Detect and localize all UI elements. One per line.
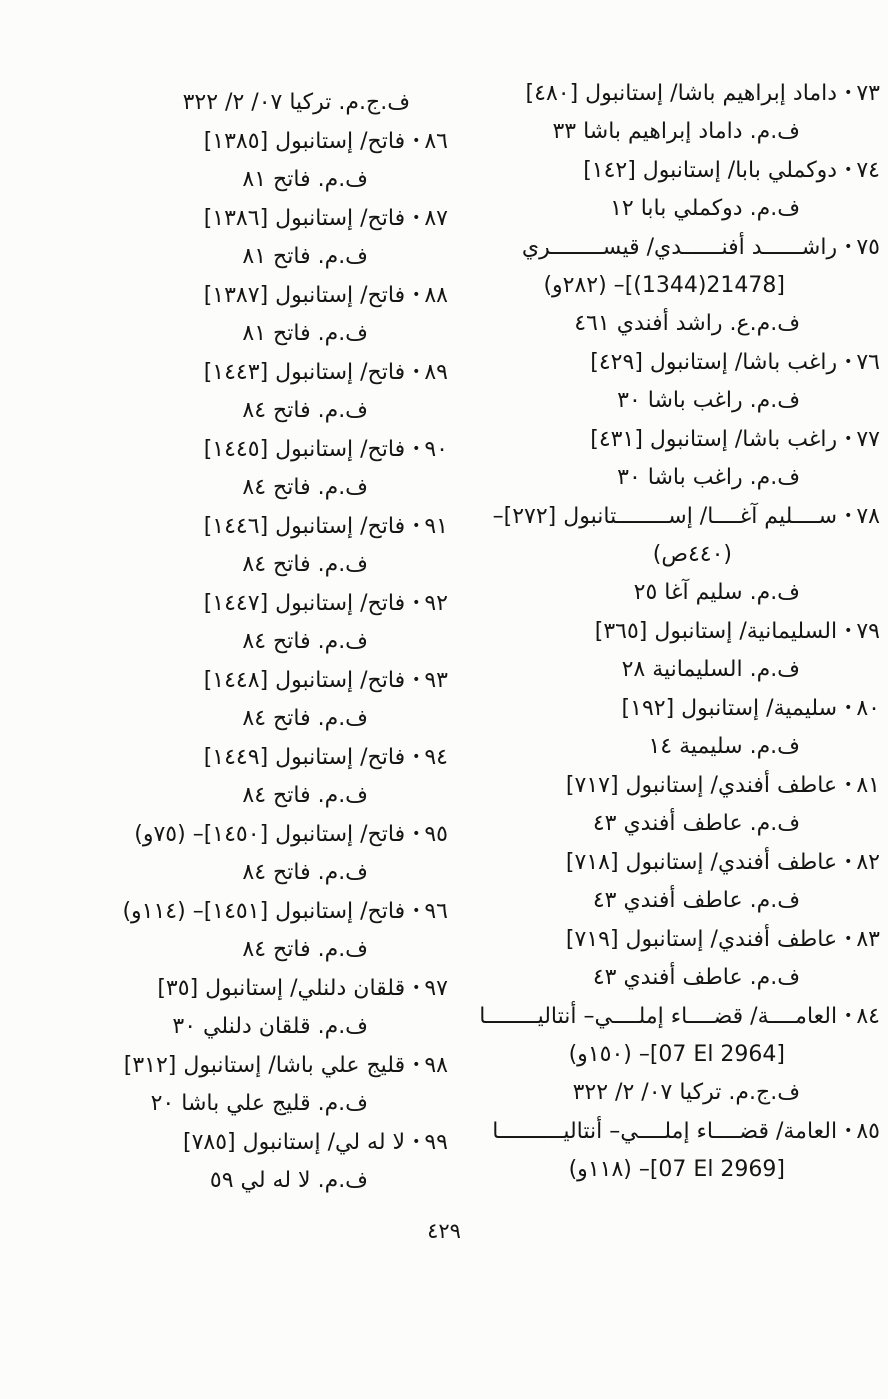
bullet-icon: • [844, 431, 853, 447]
catalog-entry [442, 343, 880, 420]
entry-reference-folios: – (١١٨و) [568, 1157, 650, 1182]
entry-number: ٩٩ [424, 1130, 448, 1155]
entry-number: ٨١ [856, 773, 880, 798]
entry-shelfmark: ف.م. فاتح ٨٤ [242, 860, 368, 885]
entry-title-line [442, 1112, 880, 1151]
entry-number: ٩٠ [424, 437, 448, 462]
entry-title-line [24, 584, 448, 623]
carryover-shelfmark: ف.ج.م. تركيا ٠٧/ ٢/ ٣٢٢ [182, 90, 410, 115]
bullet-icon: • [412, 441, 421, 457]
entry-shelfmark: ف.م. فاتح ٨١ [242, 321, 368, 346]
entry-title-line [442, 151, 880, 190]
entry-number: ٨٨ [424, 283, 448, 308]
entry-number: ٩٧ [424, 976, 448, 1001]
entry-title: فاتح/ إستانبول [١٤٤٧] [203, 591, 406, 616]
entry-number: ٨٦ [424, 129, 448, 154]
entry-title: فاتح/ إستانبول [١٤٤٣] [203, 360, 406, 385]
entry-title-line [24, 969, 448, 1008]
bullet-icon: • [844, 777, 853, 793]
entry-title: راغب باشا/ إستانبول [٤٣١] [590, 427, 838, 452]
entry-number: ٧٨ [856, 504, 880, 529]
catalog-entry [24, 353, 448, 430]
entry-shelfmark: ف.م. راغب باشا ٣٠ [617, 388, 800, 413]
entry-number: ٩١ [424, 514, 448, 539]
entry-reference-line [442, 1036, 880, 1074]
entry-number: ٩٢ [424, 591, 448, 616]
entry-shelfmark: ف.م. دوكملي بابا ١٢ [610, 196, 800, 221]
entry-shelfmark: ف.م. فاتح ٨٤ [242, 937, 368, 962]
bullet-icon: • [412, 903, 421, 919]
entry-title-line [24, 430, 448, 469]
entry-number: ٨٣ [856, 927, 880, 952]
entry-shelfmark: ف.م. فاتح ٨٤ [242, 398, 368, 423]
entry-title: فاتح/ إستانبول [١٤٥٠]– (٧٥و) [134, 822, 406, 847]
catalog-entry [24, 122, 448, 199]
bullet-icon: • [412, 133, 421, 149]
catalog-entry [24, 199, 448, 276]
entry-title-line [442, 689, 880, 728]
entry-title: سليمية/ إستانبول [١٩٢] [621, 696, 838, 721]
column-right [442, 74, 880, 1189]
entry-title: ســــليم آغــــا/ إســــــــتانبول [٢٧٢]– [492, 504, 838, 529]
bullet-icon: • [412, 595, 421, 611]
bullet-icon: • [412, 364, 421, 380]
catalog-entry [442, 151, 880, 228]
catalog-entry [24, 1123, 448, 1200]
bullet-icon: • [412, 210, 421, 226]
entry-title-line [442, 343, 880, 382]
entry-shelfmark: ف.م. عاطف أفندي ٤٣ [592, 888, 800, 913]
entry-shelfmark: ف.م. فاتح ٨٤ [242, 706, 368, 731]
entry-title: لا له لي/ إستانبول [٧٨٥] [182, 1130, 406, 1155]
entry-shelfmark: ف.ج.م. تركيا ٠٧/ ٢/ ٣٢٢ [572, 1080, 800, 1105]
entry-reference-folios: – (٢٨٢و) [543, 273, 625, 298]
entry-number: ٨٠ [856, 696, 880, 721]
entry-shelfmark: ف.م. عاطف أفندي ٤٣ [592, 965, 800, 990]
entry-title-line [24, 892, 448, 931]
entry-number: ٨٢ [856, 850, 880, 875]
entry-title: فاتح/ إستانبول [١٣٨٧] [203, 283, 406, 308]
catalog-entry [24, 738, 448, 815]
entry-number: ٩٣ [424, 668, 448, 693]
entry-title: فاتح/ إستانبول [١٤٤٨] [203, 668, 406, 693]
entry-title-line [442, 766, 880, 805]
entry-number: ٩٨ [424, 1053, 448, 1078]
entry-reference-latin: [07 El 2969] [649, 1157, 785, 1182]
entry-title-line [442, 228, 880, 267]
entry-shelfmark: ف.م. السليمانية ٢٨ [621, 657, 800, 682]
entry-title-line [24, 738, 448, 777]
entry-title: قلقان دلنلي/ إستانبول [٣٥] [157, 976, 406, 1001]
bullet-icon: • [844, 508, 853, 524]
catalog-entry [442, 420, 880, 497]
catalog-entry [24, 276, 448, 353]
catalog-entry [24, 892, 448, 969]
page-number: ٤٢٩ [427, 1219, 461, 1243]
bullet-icon: • [412, 826, 421, 842]
catalog-entry [24, 969, 448, 1046]
entry-number: ٩٤ [424, 745, 448, 770]
bullet-icon: • [844, 1008, 853, 1024]
entry-shelfmark: ف.م. فاتح ٨٤ [242, 552, 368, 577]
entry-title: فاتح/ إستانبول [١٤٤٩] [203, 745, 406, 770]
entry-reference-latin: [07 El 2964] [649, 1042, 785, 1067]
entry-shelfmark: ف.م. قليج علي باشا ٢٠ [150, 1091, 368, 1116]
entry-pagecount-note: (٤٤٠ص) [652, 542, 732, 567]
entry-number: ٧٤ [856, 158, 880, 183]
bullet-icon: • [844, 623, 853, 639]
entry-title-line [24, 1123, 448, 1162]
catalog-entry [24, 661, 448, 738]
entry-title-line [442, 920, 880, 959]
entry-title-line [442, 997, 880, 1036]
catalog-entry [442, 1112, 880, 1189]
entry-number: ٧٩ [856, 619, 880, 644]
bullet-icon: • [412, 287, 421, 303]
bullet-icon: • [844, 1123, 853, 1139]
bullet-icon: • [844, 931, 853, 947]
entry-number: ٨٤ [856, 1004, 880, 1029]
entry-title: عاطف أفندي/ إستانبول [٧١٨] [565, 850, 838, 875]
entry-number: ٧٧ [856, 427, 880, 452]
entry-shelfmark: ف.م. فاتح ٨٤ [242, 783, 368, 808]
entry-title: فاتح/ إستانبول [١٤٤٦] [203, 514, 406, 539]
catalog-entry [442, 997, 880, 1112]
entry-number: ٧٥ [856, 235, 880, 260]
entry-shelfmark: ف.م. قلقان دلنلي ٣٠ [172, 1014, 368, 1039]
entry-reference-folios: – (١٥٠و) [568, 1042, 650, 1067]
catalog-entry [442, 74, 880, 151]
entry-title: العامــــة/ قضــــاء إملــــي– أنتاليــــــــا [479, 1004, 838, 1029]
entry-number: ٨٩ [424, 360, 448, 385]
bullet-icon: • [412, 749, 421, 765]
entry-number: ٧٦ [856, 350, 880, 375]
entry-title: دوكملي بابا/ إستانبول [١٤٢] [583, 158, 838, 183]
entry-number: ٩٥ [424, 822, 448, 847]
entry-reference-latin: [(1344)21478] [624, 273, 785, 298]
catalog-entry [442, 689, 880, 766]
bullet-icon: • [844, 354, 853, 370]
catalog-entry [442, 843, 880, 920]
bullet-icon: • [412, 1057, 421, 1073]
catalog-entry [442, 497, 880, 612]
entry-title-line [442, 843, 880, 882]
entry-shelfmark: ف.م. سليمية ١٤ [648, 734, 800, 759]
entry-reference-line [442, 1151, 880, 1189]
entry-title: فاتح/ إستانبول [١٣٨٥] [203, 129, 406, 154]
entry-number: ٨٥ [856, 1119, 880, 1144]
entry-shelfmark: ف.م. داماد إبراهيم باشا ٣٣ [552, 119, 800, 144]
entry-shelfmark: ف.م. سليم آغا ٢٥ [633, 580, 800, 605]
entry-number: ٨٧ [424, 206, 448, 231]
catalog-entry [24, 430, 448, 507]
entry-shelfmark: ف.م. لا له لي ٥٩ [209, 1168, 368, 1193]
bullet-icon: • [844, 162, 853, 178]
entry-title-line [24, 276, 448, 315]
entry-title-line [442, 612, 880, 651]
bullet-icon: • [844, 239, 853, 255]
bullet-icon: • [844, 85, 853, 101]
entry-title: عاطف أفندي/ إستانبول [٧١٩] [565, 927, 838, 952]
entry-shelfmark: ف.م. فاتح ٨١ [242, 244, 368, 269]
entry-title-line [24, 1046, 448, 1085]
entry-title: فاتح/ إستانبول [١٣٨٦] [203, 206, 406, 231]
bullet-icon: • [412, 980, 421, 996]
catalog-entry [24, 507, 448, 584]
entry-title: راشــــــد أفنــــــدي/ قيســــــــري [521, 235, 838, 260]
entry-shelfmark: ف.م. فاتح ٨١ [242, 167, 368, 192]
entry-title-line [24, 353, 448, 392]
entry-title: راغب باشا/ إستانبول [٤٢٩] [590, 350, 838, 375]
catalog-entry [442, 920, 880, 997]
entry-title-line [24, 199, 448, 238]
entry-reference-line [442, 267, 880, 305]
entry-title-line [24, 815, 448, 854]
entry-title: عاطف أفندي/ إستانبول [٧١٧] [565, 773, 838, 798]
catalog-entry [442, 228, 880, 343]
entry-shelfmark: ف.م. فاتح ٨٤ [242, 475, 368, 500]
entry-title: فاتح/ إستانبول [١٤٥١]– (١١٤و) [122, 899, 406, 924]
entry-title: العامة/ قضــــاء إملــــي– أنتاليــــــــــا [492, 1119, 838, 1144]
entry-title-line [24, 661, 448, 700]
entry-title-line [442, 74, 880, 113]
bullet-icon: • [844, 700, 853, 716]
entry-shelfmark: ف.م. عاطف أفندي ٤٣ [592, 811, 800, 836]
entry-title-line [442, 420, 880, 459]
catalog-entry [442, 766, 880, 843]
entry-shelfmark: ف.م. راغب باشا ٣٠ [617, 465, 800, 490]
entry-shelfmark: ف.م.ع. راشد أفندي ٤٦١ [574, 311, 800, 336]
column-left [24, 84, 448, 1200]
catalog-entry [24, 584, 448, 661]
bullet-icon: • [844, 854, 853, 870]
catalog-entry [24, 815, 448, 892]
entry-title: فاتح/ إستانبول [١٤٤٥] [203, 437, 406, 462]
bullet-icon: • [412, 672, 421, 688]
catalog-entry [24, 1046, 448, 1123]
entry-number: ٧٣ [856, 81, 880, 106]
entry-title: السليمانية/ إستانبول [٣٦٥] [594, 619, 838, 644]
bullet-icon: • [412, 1134, 421, 1150]
bullet-icon: • [412, 518, 421, 534]
entry-title-line [24, 122, 448, 161]
entry-title: داماد إبراهيم باشا/ إستانبول [٤٨٠] [525, 81, 838, 106]
entry-title-line [442, 497, 880, 536]
entry-title: قليج علي باشا/ إستانبول [٣١٢] [123, 1053, 406, 1078]
catalog-entry [442, 612, 880, 689]
entry-shelfmark: ف.م. فاتح ٨٤ [242, 629, 368, 654]
entry-title-line [24, 507, 448, 546]
entry-number: ٩٦ [424, 899, 448, 924]
